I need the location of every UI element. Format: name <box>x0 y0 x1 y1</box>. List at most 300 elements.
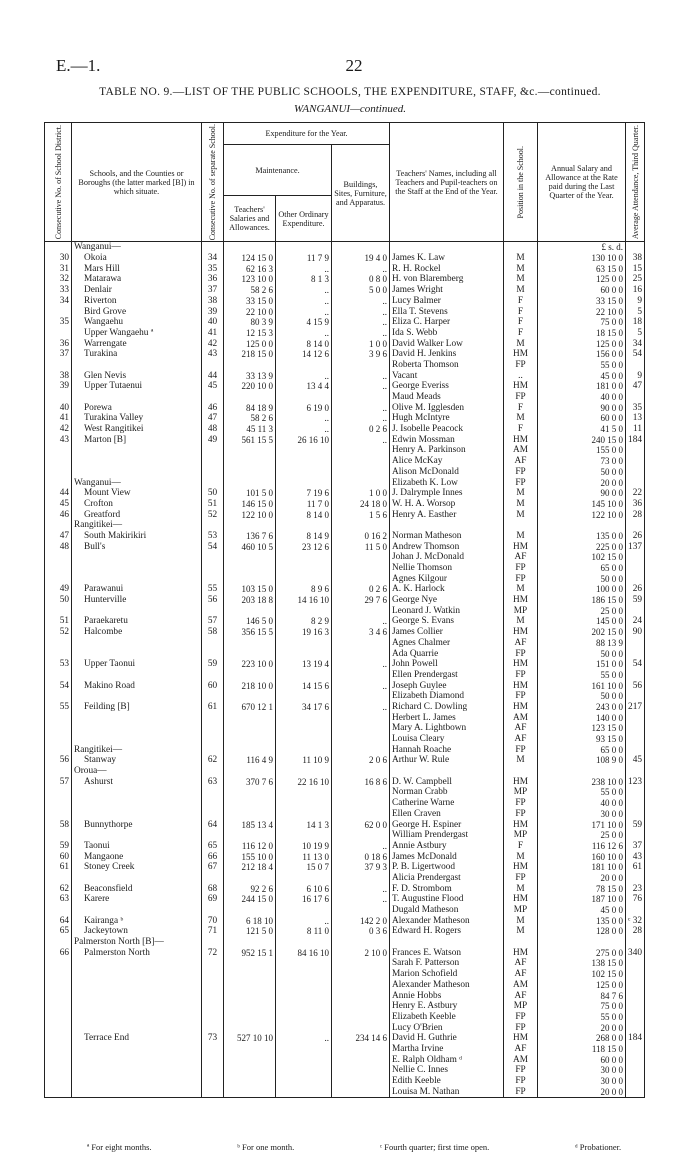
school-no <box>202 691 224 702</box>
teachers-salaries: 58 2 6 <box>224 285 276 296</box>
school-name: Riverton <box>84 295 117 306</box>
position: FP <box>504 1076 538 1087</box>
district-no: 32 <box>45 274 72 285</box>
teacher-name: T. Augustine Flood <box>392 894 464 905</box>
buildings: 0 8 0 <box>332 274 390 285</box>
buildings: 1 0 0 <box>332 488 390 499</box>
position: AF <box>504 456 538 467</box>
buildings <box>332 969 390 980</box>
district-no <box>45 456 72 467</box>
school-no <box>202 905 224 916</box>
table-row <box>45 616 645 627</box>
district-no <box>45 766 72 777</box>
position: F <box>504 424 538 435</box>
teacher-name: A. K. Harlock <box>392 584 445 595</box>
district-no <box>45 649 72 660</box>
other-expenditure: 26 16 10 <box>276 435 332 446</box>
position: FP <box>504 563 538 574</box>
school-name: South Makirikiri <box>84 530 147 541</box>
district-no: 38 <box>45 371 72 382</box>
other-expenditure <box>276 478 332 489</box>
school-name: Makino Road <box>84 680 135 691</box>
teachers-salaries <box>224 1065 276 1076</box>
school-name <box>72 980 202 991</box>
school-no <box>202 1001 224 1012</box>
school-name: Greatford <box>84 509 121 520</box>
teachers-salaries: 185 13 4 <box>224 820 276 831</box>
district-no: 30 <box>45 253 72 264</box>
average-attendance: ᶜ 32 <box>626 916 645 927</box>
table-row <box>45 510 645 521</box>
position: HM <box>504 894 538 905</box>
position: FP <box>504 1023 538 1034</box>
teachers-salaries: 146 15 0 <box>224 499 276 510</box>
table-row <box>45 424 645 435</box>
buildings: 142 2 0 <box>332 916 390 927</box>
salary: 25 0 0 <box>538 830 626 841</box>
average-attendance: 61 <box>626 862 645 873</box>
buildings: 2 10 0 <box>332 948 390 959</box>
teachers-salaries: 356 15 5 <box>224 627 276 638</box>
teachers-salaries <box>224 1023 276 1034</box>
other-expenditure: 6 19 0 <box>276 403 332 414</box>
teachers-salaries: 203 18 8 <box>224 595 276 606</box>
position: AF <box>504 723 538 734</box>
salary: 90 0 0 <box>538 488 626 499</box>
average-attendance: 137 <box>626 542 645 553</box>
buildings <box>332 830 390 841</box>
school-no: 70 <box>202 916 224 927</box>
salary: 243 0 0 <box>538 702 626 713</box>
school-no: 55 <box>202 584 224 595</box>
school-name <box>72 649 202 660</box>
teacher-name: Ada Quarrie <box>392 648 439 659</box>
position: FP <box>504 798 538 809</box>
buildings: 29 7 6 <box>332 595 390 606</box>
table-row <box>45 574 645 585</box>
buildings <box>332 734 390 745</box>
school-no <box>202 1065 224 1076</box>
average-attendance <box>626 456 645 467</box>
buildings <box>332 723 390 734</box>
average-attendance: 90 <box>626 627 645 638</box>
other-expenditure: 14 16 10 <box>276 595 332 606</box>
salary: 202 15 0 <box>538 627 626 638</box>
other-expenditure: .. <box>276 1033 332 1044</box>
table-row <box>45 745 645 756</box>
salary: 100 0 0 <box>538 584 626 595</box>
school-name <box>72 360 202 371</box>
position: F <box>504 296 538 307</box>
buildings: 2 0 6 <box>332 755 390 766</box>
teacher-name: Annie Hobbs <box>392 990 442 1001</box>
school-name <box>72 809 202 820</box>
school-no: 53 <box>202 531 224 542</box>
teachers-salaries <box>224 563 276 574</box>
table-row <box>45 242 645 253</box>
buildings <box>332 552 390 563</box>
other-expenditure <box>276 873 332 884</box>
average-attendance: 54 <box>626 349 645 360</box>
school-no <box>202 1055 224 1066</box>
buildings: .. <box>332 403 390 414</box>
salary: 135 0 0 <box>538 916 626 927</box>
district-no: 54 <box>45 681 72 692</box>
salary: 55 0 0 <box>538 1012 626 1023</box>
buildings <box>332 467 390 478</box>
school-no <box>202 563 224 574</box>
other-expenditure: 19 16 3 <box>276 627 332 638</box>
position: M <box>504 339 538 350</box>
school-name: Oroua— <box>74 766 107 777</box>
school-no: 34 <box>202 253 224 264</box>
school-no: 39 <box>202 307 224 318</box>
buildings: 3 9 6 <box>332 349 390 360</box>
table-row <box>45 339 645 350</box>
table-row <box>45 820 645 831</box>
position: HM <box>504 595 538 606</box>
average-attendance: 13 <box>626 413 645 424</box>
col-salary: Annual Salary and Allowance at the Rate paid during the Last Quarter of the Year. <box>538 123 626 242</box>
average-attendance: 34 <box>626 339 645 350</box>
position: FP <box>504 1065 538 1076</box>
school-no: 37 <box>202 285 224 296</box>
average-attendance: 123 <box>626 777 645 788</box>
other-expenditure: 10 19 9 <box>276 841 332 852</box>
col-position: Position in the School. <box>504 123 538 242</box>
teachers-salaries: 561 15 5 <box>224 435 276 446</box>
buildings: .. <box>332 702 390 713</box>
school-no: 44 <box>202 371 224 382</box>
district-no: 59 <box>45 841 72 852</box>
salary: 122 10 0 <box>538 510 626 521</box>
salary: 45 0 0 <box>538 371 626 382</box>
position: FP <box>504 574 538 585</box>
other-expenditure: 6 10 6 <box>276 884 332 895</box>
other-expenditure <box>276 445 332 456</box>
table-row <box>45 1055 645 1066</box>
salary: 20 0 0 <box>538 873 626 884</box>
school-no: 40 <box>202 317 224 328</box>
other-expenditure: 8 9 6 <box>276 584 332 595</box>
other-expenditure: 7 19 6 <box>276 488 332 499</box>
table-row <box>45 1044 645 1055</box>
average-attendance: 43 <box>626 852 645 863</box>
average-attendance: 37 <box>626 841 645 852</box>
district-no <box>45 242 72 253</box>
school-no <box>202 520 224 531</box>
table-title: TABLE NO. 9.—LIST OF THE PUBLIC SCHOOLS, THE EXPENDITURE, STAFF, &c.—continued. <box>99 86 601 98</box>
teachers-salaries: 33 15 0 <box>224 296 276 307</box>
district-no: 34 <box>45 296 72 307</box>
district-no: 36 <box>45 339 72 350</box>
school-no <box>202 670 224 681</box>
school-name: Beaconsfield <box>84 883 133 894</box>
school-name: Palmerston North <box>84 947 150 958</box>
buildings <box>332 670 390 681</box>
school-name: Mangaone <box>84 851 124 862</box>
school-no: 46 <box>202 403 224 414</box>
school-no <box>202 713 224 724</box>
table-row <box>45 584 645 595</box>
teacher-name: Alexander Matheson <box>392 915 470 926</box>
average-attendance <box>626 649 645 660</box>
table-row <box>45 905 645 916</box>
teacher-name: Ella T. Stevens <box>392 306 448 317</box>
buildings <box>332 1076 390 1087</box>
other-expenditure <box>276 670 332 681</box>
teacher-name: Olive M. Igglesden <box>392 402 465 413</box>
salary: 78 15 0 <box>538 884 626 895</box>
page-number: 22 <box>345 56 363 75</box>
average-attendance <box>626 574 645 585</box>
position: HM <box>504 627 538 638</box>
teacher-name: Arthur W. Rule <box>392 755 450 766</box>
district-no: 50 <box>45 595 72 606</box>
other-expenditure <box>276 1065 332 1076</box>
footnote: ª For eight months. <box>86 1142 152 1152</box>
district-no <box>45 552 72 563</box>
position: M <box>504 285 538 296</box>
school-no <box>202 1023 224 1034</box>
buildings: .. <box>332 296 390 307</box>
teachers-salaries <box>224 638 276 649</box>
position: HM <box>504 435 538 446</box>
buildings: .. <box>332 413 390 424</box>
school-name: Matarawa <box>84 274 122 285</box>
other-expenditure: 8 2 9 <box>276 616 332 627</box>
teacher-name: Frances E. Watson <box>392 947 462 958</box>
school-no <box>202 606 224 617</box>
salary: 55 0 0 <box>538 360 626 371</box>
col-maintenance: Maintenance. <box>224 145 332 196</box>
school-name <box>72 445 202 456</box>
district-no <box>45 991 72 1002</box>
teacher-name: Ellen Craven <box>392 808 441 819</box>
average-attendance <box>626 1087 645 1098</box>
district-no: 48 <box>45 542 72 553</box>
table-row <box>45 360 645 371</box>
school-name <box>72 691 202 702</box>
salary: 75 0 0 <box>538 317 626 328</box>
buildings <box>332 456 390 467</box>
school-no <box>202 1012 224 1023</box>
position: AM <box>504 1055 538 1066</box>
school-name <box>72 958 202 969</box>
average-attendance <box>626 478 645 489</box>
salary: 156 0 0 <box>538 349 626 360</box>
position <box>504 937 538 948</box>
position: MP <box>504 905 538 916</box>
buildings <box>332 809 390 820</box>
position: HM <box>504 862 538 873</box>
table-row <box>45 798 645 809</box>
other-expenditure: 15 0 7 <box>276 862 332 873</box>
other-expenditure: 14 1 3 <box>276 820 332 831</box>
other-expenditure <box>276 574 332 585</box>
salary: 41 5 0 <box>538 424 626 435</box>
other-expenditure: 14 12 6 <box>276 349 332 360</box>
teacher-name: James K. Law <box>392 253 445 264</box>
other-expenditure <box>276 798 332 809</box>
position: AF <box>504 638 538 649</box>
salary: 20 0 0 <box>538 1023 626 1034</box>
district-no: 41 <box>45 413 72 424</box>
other-expenditure: 84 16 10 <box>276 948 332 959</box>
school-no <box>202 809 224 820</box>
school-no <box>202 991 224 1002</box>
buildings <box>332 574 390 585</box>
school-name: Halcombe <box>84 627 123 638</box>
school-name: Wanganui— <box>74 242 121 253</box>
average-attendance: 5 <box>626 328 645 339</box>
teachers-salaries: 62 16 3 <box>224 264 276 275</box>
buildings: 16 8 6 <box>332 777 390 788</box>
salary: 186 15 0 <box>538 595 626 606</box>
buildings <box>332 563 390 574</box>
table-row <box>45 723 645 734</box>
table-row <box>45 253 645 264</box>
buildings <box>332 1012 390 1023</box>
position: M <box>504 884 538 895</box>
salary: 18 15 0 <box>538 328 626 339</box>
other-expenditure <box>276 1055 332 1066</box>
school-no <box>202 242 224 253</box>
average-attendance: 26 <box>626 584 645 595</box>
teachers-salaries <box>224 937 276 948</box>
table-row <box>45 980 645 991</box>
table-row <box>45 456 645 467</box>
buildings: .. <box>332 435 390 446</box>
salary: 73 0 0 <box>538 456 626 467</box>
average-attendance <box>626 520 645 531</box>
salary: 50 0 0 <box>538 574 626 585</box>
teacher-name: Ellen Prendergast <box>392 669 458 680</box>
average-attendance: 28 <box>626 510 645 521</box>
table-row <box>45 766 645 777</box>
school-name <box>72 563 202 574</box>
buildings <box>332 1065 390 1076</box>
salary: 155 0 0 <box>538 445 626 456</box>
school-name <box>72 734 202 745</box>
position: .. <box>504 371 538 382</box>
school-no <box>202 552 224 563</box>
teachers-salaries <box>224 691 276 702</box>
teacher-name: David Walker Low <box>392 338 463 349</box>
school-no: 52 <box>202 510 224 521</box>
teachers-salaries <box>224 520 276 531</box>
other-expenditure <box>276 1001 332 1012</box>
buildings <box>332 445 390 456</box>
salary: 125 0 0 <box>538 339 626 350</box>
table-row <box>45 520 645 531</box>
teachers-salaries: 6 18 10 <box>224 916 276 927</box>
school-name: Turakina Valley <box>84 413 144 424</box>
teachers-salaries <box>224 787 276 798</box>
district-no: 56 <box>45 755 72 766</box>
school-name <box>72 1001 202 1012</box>
school-name <box>72 1055 202 1066</box>
teachers-salaries: 952 15 1 <box>224 948 276 959</box>
position: F <box>504 307 538 318</box>
other-expenditure <box>276 937 332 948</box>
school-name: Rangitikei— <box>74 744 123 755</box>
teachers-salaries <box>224 766 276 777</box>
position: M <box>504 413 538 424</box>
district-no: 46 <box>45 510 72 521</box>
table-row <box>45 691 645 702</box>
school-no <box>202 478 224 489</box>
teachers-salaries: 223 10 0 <box>224 659 276 670</box>
salary: 50 0 0 <box>538 649 626 660</box>
school-no: 72 <box>202 948 224 959</box>
school-no: 36 <box>202 274 224 285</box>
table-row <box>45 435 645 446</box>
teacher-name: Alice McKay <box>392 456 443 467</box>
buildings: 234 14 6 <box>332 1033 390 1044</box>
other-expenditure <box>276 905 332 916</box>
school-no: 61 <box>202 702 224 713</box>
average-attendance <box>626 809 645 820</box>
position: HM <box>504 1033 538 1044</box>
teachers-salaries <box>224 242 276 253</box>
other-expenditure: .. <box>276 916 332 927</box>
position: F <box>504 403 538 414</box>
average-attendance: 5 <box>626 307 645 318</box>
teacher-name: Edward H. Rogers <box>392 926 461 937</box>
table-row <box>45 841 645 852</box>
teachers-salaries: 45 11 3 <box>224 424 276 435</box>
other-expenditure <box>276 563 332 574</box>
school-no <box>202 467 224 478</box>
salary: 151 0 0 <box>538 659 626 670</box>
district-no: 58 <box>45 820 72 831</box>
teachers-salaries <box>224 478 276 489</box>
school-name: Mars Hill <box>84 263 120 274</box>
buildings: .. <box>332 264 390 275</box>
teacher-name: James Collier <box>392 627 443 638</box>
teacher-name: David H. Guthrie <box>392 1033 457 1044</box>
other-expenditure: .. <box>276 371 332 382</box>
other-expenditure: 8 14 0 <box>276 339 332 350</box>
teachers-salaries <box>224 991 276 1002</box>
other-expenditure: 4 15 9 <box>276 317 332 328</box>
teacher-name: Roberta Thomson <box>392 359 459 370</box>
district-no <box>45 1065 72 1076</box>
teacher-name: Edwin Mossman <box>392 434 455 445</box>
other-expenditure <box>276 1044 332 1055</box>
salary: 75 0 0 <box>538 1001 626 1012</box>
position: AF <box>504 1044 538 1055</box>
salary: 123 15 0 <box>538 723 626 734</box>
average-attendance: 9 <box>626 371 645 382</box>
teacher-name: Nellie Thomson <box>392 563 452 574</box>
average-attendance: 9 <box>626 296 645 307</box>
school-name: Rangitikei— <box>74 520 123 531</box>
position: MP <box>504 606 538 617</box>
position: FP <box>504 392 538 403</box>
school-no: 69 <box>202 894 224 905</box>
school-no <box>202 969 224 980</box>
buildings: 0 2 6 <box>332 424 390 435</box>
school-no: 66 <box>202 852 224 863</box>
average-attendance <box>626 1055 645 1066</box>
school-name: Porewa <box>84 402 112 413</box>
position: M <box>504 274 538 285</box>
district-no <box>45 563 72 574</box>
salary: 55 0 0 <box>538 670 626 681</box>
salary: 268 0 0 <box>538 1033 626 1044</box>
